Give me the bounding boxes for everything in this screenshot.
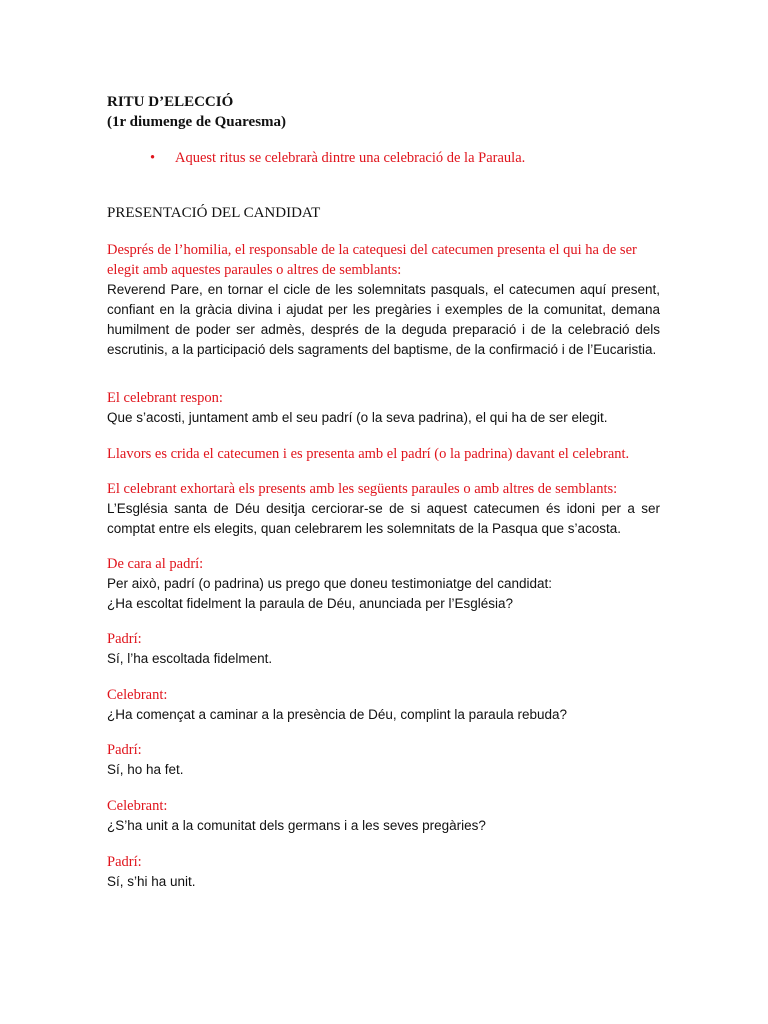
bullet-icon: •: [150, 150, 156, 166]
rubric-text: Padrí:: [107, 854, 142, 870]
rubric-text: El celebrant exhortarà els presents amb les següents paraules o amb altres de semblants:: [107, 481, 618, 497]
response-text: L’Església santa de Déu desitja cerciorar-se de si aquest catecumen és idoni per a ser comptat entre els elegits, quan celebrarem les solemnitats de la Pasqua que s’acosta.: [107, 501, 660, 536]
response-text: Sí, l’ha escoltada fidelment.: [107, 651, 273, 666]
bullet-text: Aquest ritus se celebrarà dintre una celebració de la Paraula.: [175, 150, 526, 166]
rubric-block: [107, 479, 660, 539]
response-text: ¿Ha escoltat fidelment la paraula de Déu, anunciada per l’Església?: [107, 596, 513, 611]
document-title: RITU D’ELECCIÓ: [107, 94, 234, 110]
rubric-text: Després de l’homilia, el responsable de la catequesi del catecumen presenta el qui ha de ser elegit amb aquestes paraules o altres de semblants:: [107, 242, 637, 278]
rubric-block: [107, 554, 660, 614]
rubric-block: [107, 740, 660, 780]
response-text: ¿S’ha unit a la comunitat dels germans i a les seves pregàries?: [107, 818, 486, 833]
rubric-text: El celebrant respon:: [107, 390, 223, 406]
rubric-text: Llavors es crida el catecumen i es presenta amb el padrí (o la padrina) davant el celebrant.: [107, 446, 630, 462]
rubric-block: [107, 852, 660, 892]
section-heading: PRESENTACIÓ DEL CANDIDAT: [107, 205, 321, 221]
response-text: Per això, padrí (o padrina) us prego que doneu testimoniatge del candidat:: [107, 576, 553, 591]
rubric-block: [107, 685, 660, 725]
rubric-block: [107, 796, 660, 836]
rubric-text: Celebrant:: [107, 687, 168, 703]
rubric-block: [107, 240, 660, 360]
response-text: Sí, s’hi ha unit.: [107, 874, 196, 889]
rubric-block: [107, 629, 660, 669]
rubric-block: [107, 388, 660, 428]
response-text: ¿Ha començat a caminar a la presència de Déu, complint la paraula rebuda?: [107, 707, 568, 722]
rubric-text: Padrí:: [107, 631, 142, 647]
rubric-text: Celebrant:: [107, 798, 168, 814]
rubric-block: [107, 444, 660, 464]
document-subtitle: (1r diumenge de Quaresma): [107, 114, 287, 130]
response-text: Reverend Pare, en tornar el cicle de les solemnitats pasquals, el catecumen aquí present, confiant en la gràcia divina i ajudat per les pregàries i exemples de la comunitat, demana humilment de poder ser admès, després de la deguda preparació i de la celebració dels escrutinis, a la participació dels sagraments del baptisme, de la confirmació i de l’Eucaristia.: [107, 282, 660, 357]
rubric-text: De cara al padrí:: [107, 556, 204, 572]
response-text: Que s’acosti, juntament amb el seu padrí (o la seva padrina), el qui ha de ser elegit.: [107, 410, 608, 425]
document-title-block: [107, 92, 660, 132]
rubric-text: Padrí:: [107, 742, 142, 758]
response-text: Sí, ho ha fet.: [107, 762, 184, 777]
